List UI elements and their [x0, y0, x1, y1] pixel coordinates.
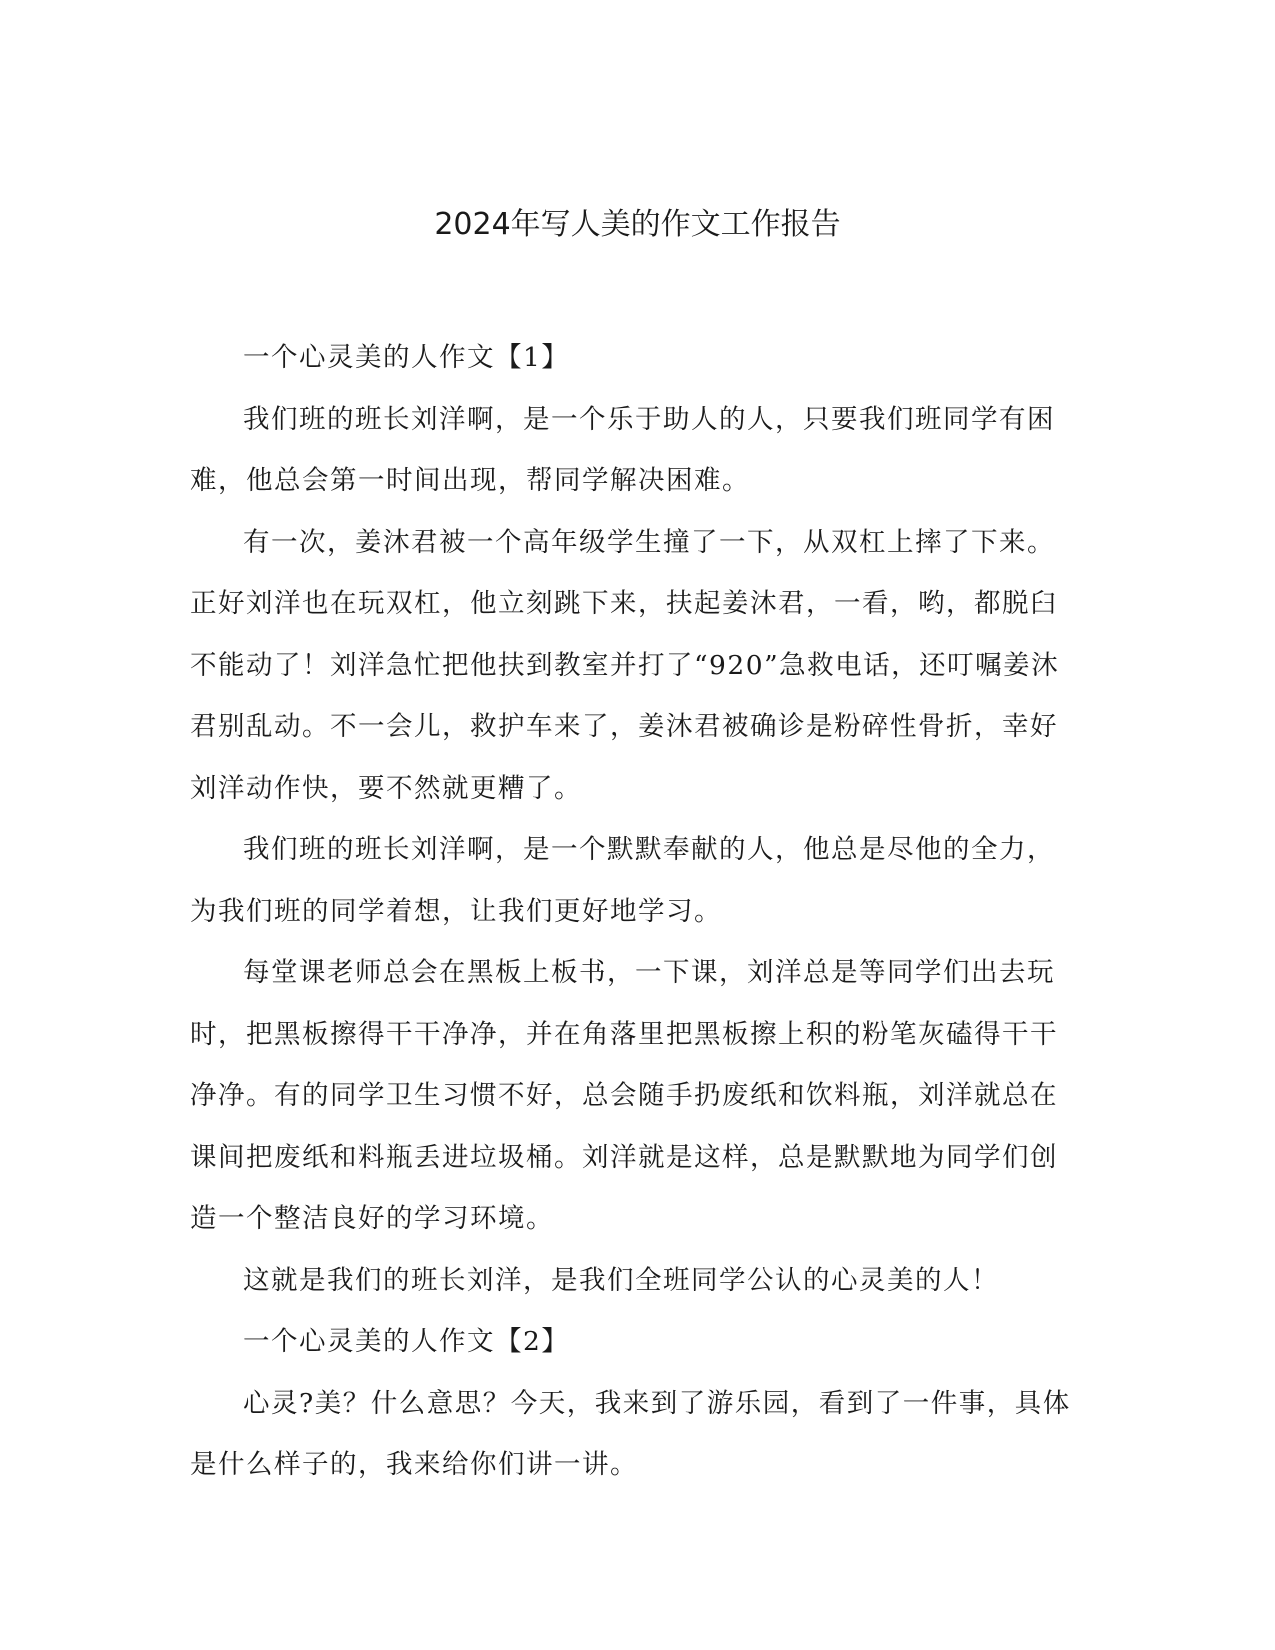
- paragraph: 我们班的班长刘洋啊，是一个默默奉献的人，他总是尽他的全力，为我们班的同学着想，让我们更好地学习。: [190, 834, 1055, 927]
- paragraph: 这就是我们的班长刘洋，是我们全班同学公认的心灵美的人！: [243, 1264, 999, 1296]
- document-body: [190, 327, 1080, 1496]
- section-heading: 一个心灵美的人作文【2】: [243, 1326, 570, 1357]
- paragraph: 心灵?美？什么意思？今天，我来到了游乐园，看到了一件事，具体是什么样子的，我来给你们讲一讲。: [190, 1387, 1071, 1480]
- paragraph: 有一次，姜沐君被一个高年级学生撞了一下，从双杠上摔了下来。正好刘洋也在玩双杠，他立刻跳下来，扶起姜沐君，一看，哟，都脱臼不能动了！刘洋急忙把他扶到教室并打了“920”急救电话，还叮嘱姜沐君别乱动。不一会儿，救护车来了，姜沐君被确诊是粉碎性骨折，幸好刘洋动作快，要不然就更糟了。: [190, 526, 1060, 804]
- paragraph: 我们班的班长刘洋啊，是一个乐于助人的人，只要我们班同学有困难，他总会第一时间出现，帮同学解决困难。: [190, 403, 1055, 496]
- paragraph: 每堂课老师总会在黑板上板书，一下课，刘洋总是等同学们出去玩时，把黑板擦得干干净净，并在角落里把黑板擦上积的粉笔灰磕得干干净净。有的同学卫生习惯不好，总会随手扔废纸和饮料瓶，刘洋就总在课间把废纸和料瓶丢进垃圾桶。刘洋就是这样，总是默默地为同学们创造一个整洁良好的学习环境。: [190, 957, 1058, 1234]
- document-title: 2024年写人美的作文工作报告: [434, 207, 841, 242]
- section-heading: 一个心灵美的人作文【1】: [243, 342, 570, 373]
